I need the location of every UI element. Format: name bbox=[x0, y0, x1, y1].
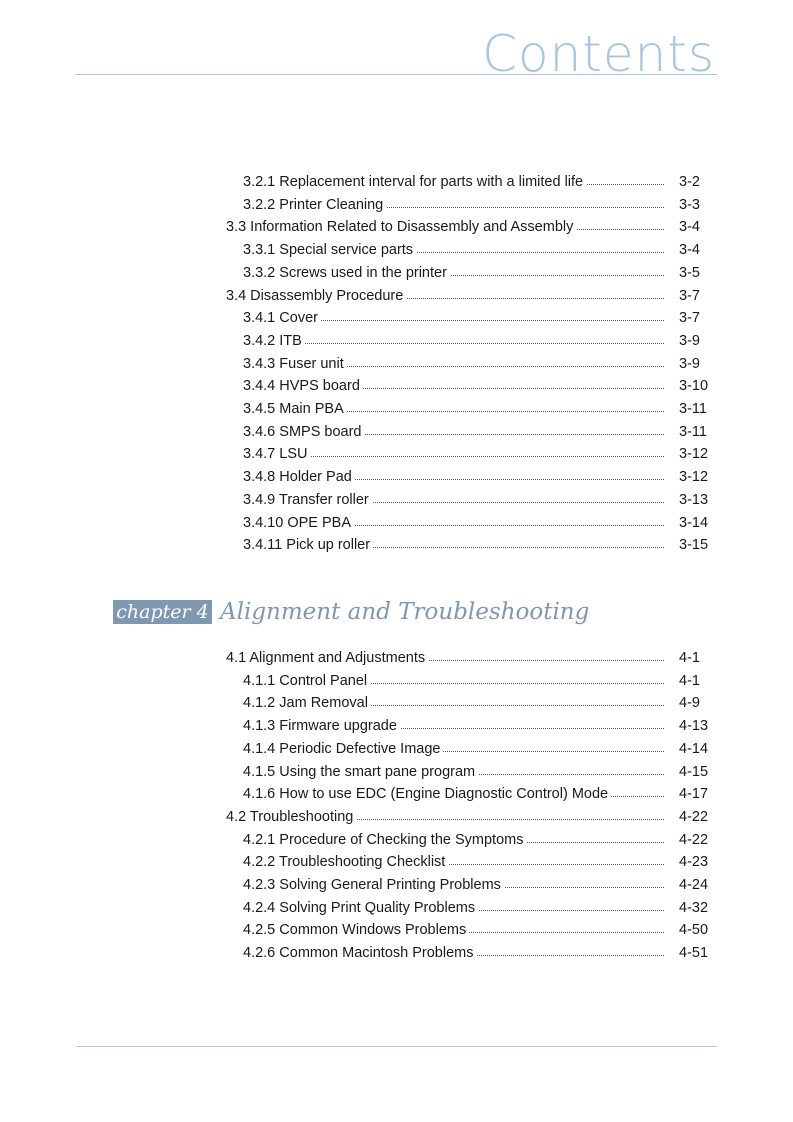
toc-entry[interactable] bbox=[243, 353, 712, 375]
toc-leader-dots bbox=[243, 343, 664, 344]
toc-entry[interactable] bbox=[226, 216, 712, 238]
toc-entry-page: 3-13 bbox=[679, 489, 708, 511]
toc-entry[interactable] bbox=[243, 330, 712, 352]
toc-entry-label: 4.1.3 Firmware upgrade bbox=[243, 715, 400, 737]
toc-entry-label: 3.3 Information Related to Disassembly and Assembly bbox=[226, 216, 576, 238]
toc-entry-page: 3-5 bbox=[679, 262, 700, 284]
toc-entry-label: 4.1.2 Jam Removal bbox=[243, 692, 371, 714]
toc-entry[interactable] bbox=[243, 761, 712, 783]
toc-entry-label: 4.1.5 Using the smart pane program bbox=[243, 761, 478, 783]
toc-entry[interactable] bbox=[243, 489, 712, 511]
toc-entry-page: 4-22 bbox=[679, 806, 708, 828]
toc-entry[interactable] bbox=[243, 239, 712, 261]
toc-entry[interactable] bbox=[243, 171, 712, 193]
toc-entry-label: 3.4.9 Transfer roller bbox=[243, 489, 372, 511]
toc-entry-label: 3.4.11 Pick up roller bbox=[243, 534, 373, 556]
header-divider bbox=[76, 74, 717, 75]
toc-entry[interactable] bbox=[243, 307, 712, 329]
toc-entry-label: 4.1.1 Control Panel bbox=[243, 670, 370, 692]
toc-entry-label: 4.2.6 Common Macintosh Problems bbox=[243, 942, 477, 964]
toc-entry[interactable] bbox=[243, 398, 712, 420]
toc-entry[interactable] bbox=[243, 421, 712, 443]
toc-entry[interactable] bbox=[243, 715, 712, 737]
toc-entry-page: 4-1 bbox=[679, 647, 700, 669]
toc-entry-page: 3-11 bbox=[679, 398, 707, 420]
toc-entry[interactable] bbox=[243, 443, 712, 465]
toc-entry-label: 3.4.3 Fuser unit bbox=[243, 353, 347, 375]
toc-entry-label: 3.3.2 Screws used in the printer bbox=[243, 262, 450, 284]
toc-entry-page: 3-9 bbox=[679, 330, 700, 352]
toc-entry-label: 4.2 Troubleshooting bbox=[226, 806, 356, 828]
toc-entry[interactable] bbox=[243, 897, 712, 919]
toc-entry-label: 3.4.7 LSU bbox=[243, 443, 311, 465]
toc-entry-label: 4.2.3 Solving General Printing Problems bbox=[243, 874, 504, 896]
toc-entry[interactable] bbox=[243, 692, 712, 714]
toc-entry[interactable] bbox=[243, 534, 712, 556]
toc-entry-label: 3.4.6 SMPS board bbox=[243, 421, 365, 443]
toc-entry[interactable] bbox=[226, 647, 712, 669]
toc-entry-label: 4.1.4 Periodic Defective Image bbox=[243, 738, 443, 760]
toc-entry[interactable] bbox=[243, 874, 712, 896]
toc-entry-page: 3-4 bbox=[679, 216, 700, 238]
toc-entry-page: 3-12 bbox=[679, 466, 708, 488]
toc-entry-label: 4.1.6 How to use EDC (Engine Diagnostic Control) Mode bbox=[243, 783, 611, 805]
toc-entry-page: 4-15 bbox=[679, 761, 708, 783]
toc-entry-page: 4-24 bbox=[679, 874, 708, 896]
toc-entry[interactable] bbox=[243, 783, 712, 805]
toc-entry-label: 3.4.2 ITB bbox=[243, 330, 305, 352]
toc-entry-page: 4-17 bbox=[679, 783, 708, 805]
toc-entry[interactable] bbox=[243, 262, 712, 284]
toc-entry[interactable] bbox=[243, 466, 712, 488]
toc-entry-label: 3.2.1 Replacement interval for parts with a limited life bbox=[243, 171, 586, 193]
toc-entry-label: 3.4.5 Main PBA bbox=[243, 398, 347, 420]
toc-entry-label: 3.4.1 Cover bbox=[243, 307, 321, 329]
toc-entry-label: 4.2.5 Common Windows Problems bbox=[243, 919, 469, 941]
chapter-badge: chapter 4 bbox=[113, 600, 212, 624]
toc-entry-page: 4-13 bbox=[679, 715, 708, 737]
toc-entry-label: 3.4.10 OPE PBA bbox=[243, 512, 354, 534]
toc-entry-label: 3.4.8 Holder Pad bbox=[243, 466, 355, 488]
toc-entry-page: 3-9 bbox=[679, 353, 700, 375]
toc-entry[interactable] bbox=[243, 851, 712, 873]
toc-entry-label: 4.2.4 Solving Print Quality Problems bbox=[243, 897, 478, 919]
toc-entry-page: 3-15 bbox=[679, 534, 708, 556]
toc-entry-page: 4-51 bbox=[679, 942, 708, 964]
toc-entry-page: 4-50 bbox=[679, 919, 708, 941]
toc-entry-label: 4.2.1 Procedure of Checking the Symptoms bbox=[243, 829, 526, 851]
footer-divider bbox=[76, 1046, 717, 1047]
toc-entry[interactable] bbox=[243, 512, 712, 534]
toc-entry-page: 3-14 bbox=[679, 512, 708, 534]
toc-entry-page: 3-4 bbox=[679, 239, 700, 261]
toc-entry-label: 3.3.1 Special service parts bbox=[243, 239, 416, 261]
toc-entry-page: 4-23 bbox=[679, 851, 708, 873]
toc-entry-page: 3-10 bbox=[679, 375, 708, 397]
toc-entry-label: 3.4.4 HVPS board bbox=[243, 375, 363, 397]
toc-entry-page: 4-32 bbox=[679, 897, 708, 919]
toc-entry[interactable] bbox=[243, 670, 712, 692]
toc-entry-label: 3.2.2 Printer Cleaning bbox=[243, 194, 386, 216]
toc-entry-page: 4-22 bbox=[679, 829, 708, 851]
toc-entry[interactable] bbox=[226, 285, 712, 307]
toc-entry-page: 3-7 bbox=[679, 285, 700, 307]
toc-entry-label: 3.4 Disassembly Procedure bbox=[226, 285, 406, 307]
toc-entry[interactable] bbox=[243, 829, 712, 851]
toc-entry[interactable] bbox=[243, 375, 712, 397]
toc-entry-page: 3-12 bbox=[679, 443, 708, 465]
toc-entry[interactable] bbox=[243, 194, 712, 216]
toc-entry-page: 3-7 bbox=[679, 307, 700, 329]
toc-entry-label: 4.2.2 Troubleshooting Checklist bbox=[243, 851, 448, 873]
toc-entry-page: 4-14 bbox=[679, 738, 708, 760]
toc-entry-label: 4.1 Alignment and Adjustments bbox=[226, 647, 428, 669]
toc-entry[interactable] bbox=[243, 738, 712, 760]
toc-entry[interactable] bbox=[243, 942, 712, 964]
page-title: Contents bbox=[482, 25, 715, 83]
toc-entry-page: 4-9 bbox=[679, 692, 700, 714]
toc-entry-page: 3-2 bbox=[679, 171, 700, 193]
toc-entry-page: 4-1 bbox=[679, 670, 700, 692]
toc-entry-page: 3-11 bbox=[679, 421, 707, 443]
toc-entry-page: 3-3 bbox=[679, 194, 700, 216]
chapter-title: Alignment and Troubleshooting bbox=[220, 599, 590, 625]
toc-entry[interactable] bbox=[226, 806, 712, 828]
toc-entry[interactable] bbox=[243, 919, 712, 941]
